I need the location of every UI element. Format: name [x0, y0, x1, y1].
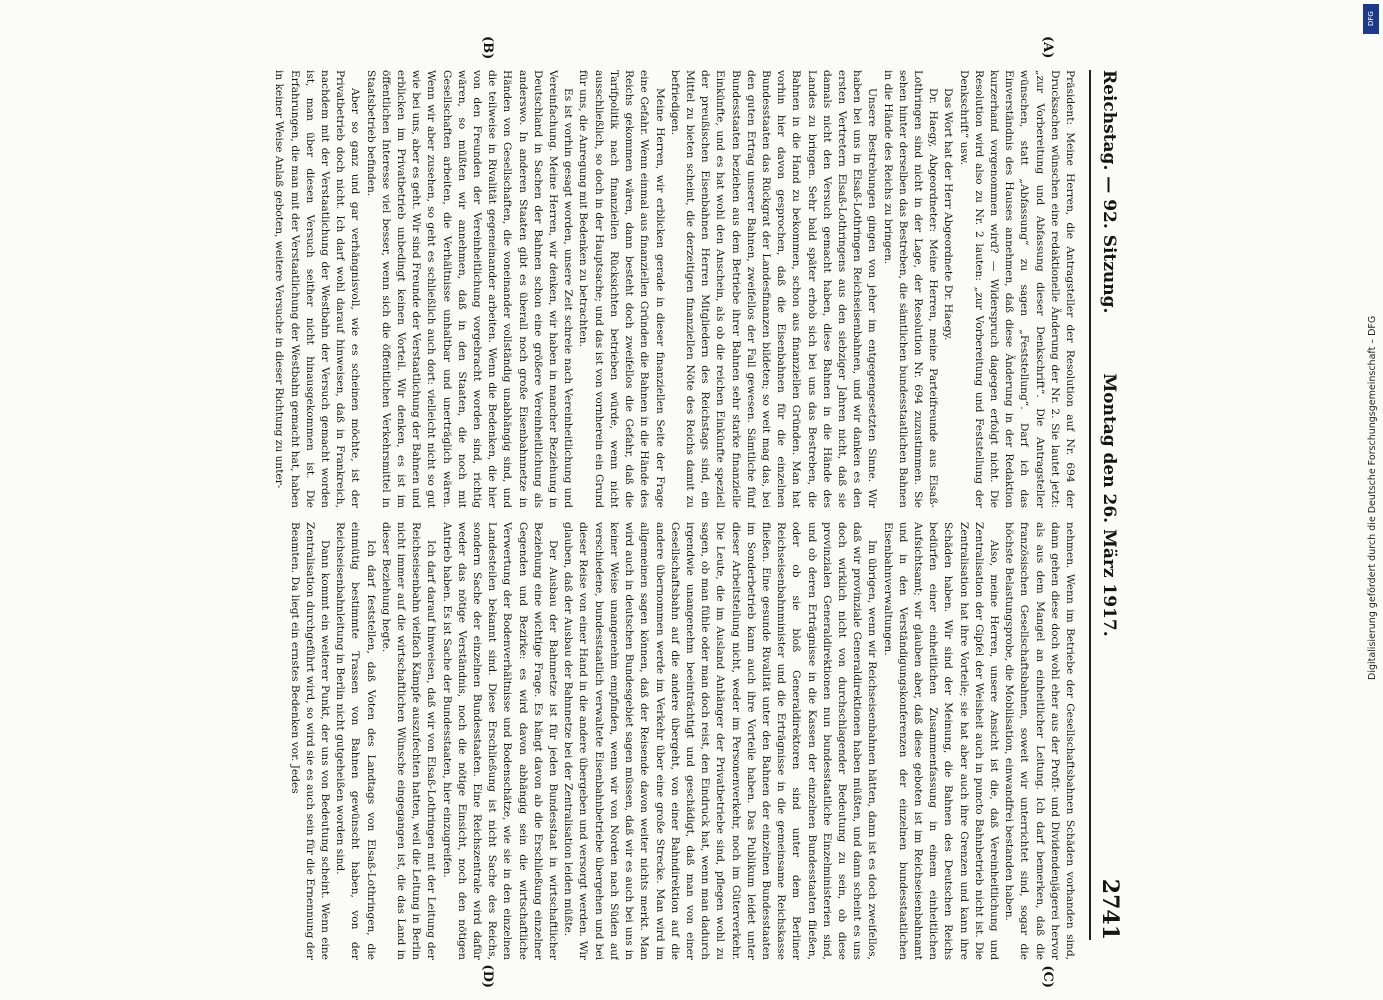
header-date: Montag den 26. März 1917. [1099, 373, 1119, 637]
paragraph: Das Wort hat der Herr Abgeordnete Dr. Haegy. [942, 88, 955, 341]
paragraph: Dann kommt ein weiterer Punkt, der uns von Bedeutung scheint. Wenn eine Zentralisation durchgeführt wird, so wird sie es auch sein für die Ernennung der Beamten. Da liegt ein ernstes Bedenken vor. Jedes [288, 522, 332, 960]
dfg-logo: DFG [1363, 4, 1379, 34]
right-column [0, 522, 1077, 960]
margin-mark-d: (D) [480, 964, 495, 988]
page-number: 2741 [1097, 878, 1123, 940]
left-column [0, 70, 1077, 508]
paragraph: Im übrigen, wenn wir Reichseisenbahnen hätten, dann ist es doch zweifellos, daß wir provinziale Generaldirektionen haben müßten, und dann scheint es uns doch wirklich nicht von durchschlagender Bedeutung zu sein, ob diese provinzialen Generaldirektionen nun bundesstaatliche Einzelministerien sind, und ob deren Erträgnisse in die Kassen der einzelnen Bundesstaaten fließen, oder ob sie bloß Generaldirektoren sind unter dem Berliner Reichseisenbahnminister und die Erträgnisse in die gemeinsame Reichskasse fließen. Eine gesunde Rivalität unter den Bahnen der einzelnen Bundesstaaten im Sonderbetrieb kann auch ihre Vorteile haben. Das Publikum leidet unter dieser Arbeitsteilung nicht, weder im Personenverkehr, noch im Güterverkehr. Die Leute, die im Ausland Anhänger der Privatbetriebe sind, pflegen wohl zu sagen, ob man fühle oder man doch reist, den Eindruck hat, wenn man dadurch irgendwie unangenehm beeinträchtigt und geschädigt, daß man von einer Gesellschaftsbahn auf die andere übergeht, von einer Bahndirektion auf die andere übernommen werde im Verkehr über eine große Strecke. Man wird im allgemeinen sagen können, daß der Reisende davon weiter nichts merkt. Man wird auch in deutschen Bundesgebiet sagen müssen, daß wir es auch bei uns in keiner Weise unangenehm empfinden, wenn wir von Norden nach Süden auf verschiedene, bundesstaatlich verwaltete Eisenbahnbetriebe übergehen und bei dieser Reise von einer Hand in die andere übergeben und versorgt werden. Wir glauben, daß der Ausbau der Bahnnetze bei der Zentralisation leiden müßte. [562, 522, 879, 960]
paragraph: Aber so ganz und gar verhängnisvoll, wie es scheinen möchte, ist der Privatbetrieb doch nicht. Ich darf wohl darauf hinweisen, daß in Frankreich, nachdem mit der Verstaatlichung der Westbahn der Versuch gemacht worden ist, man über diesen Versuch seither nicht hinausgekommen ist. Die Erfahrungen, die man mit der Verstaatlichung der Westbahn gemacht hat, haben in keiner Weise Anlaß geboten, weitere Versuche in dieser Richtung zu unter- [273, 70, 362, 508]
paragraph: Unsere Bestrebungen gingen von jeher im entgegengesetzten Sinne. Wir haben bei uns in Elsaß-Lothringen Reichseisenbahnen, und wir danken es den ersten Vertretern Elsaß-Lothringens aus den siebziger Jahren nicht, daß sie damals nicht den Versuch gemacht haben, diese Bahnen in die Hände des Landes zu bringen. Sehr bald später erhob sich bei uns das Bestreben, die Bahnen in die Hand zu bekommen, schon aus finanziellen Gründen. Man hat vorhin hier davon gesprochen, daß die Eisenbahnen für die einzelnen Bundesstaaten das Rückgrat der Landesfinanzen bildeten; so weit mag das, bei den guten Ertrag unserer Bahnen, zweifellos der Fall gewesen. Sämtliche fünf Bundesstaaten beziehen aus dem Betriebe ihrer Bahnen sehr starke finanzielle Einkünfte, und es hat wohl den Anschein, als ob die reichen Einkünfte speziell der preußischen Eisenbahnen Herren Mitgliedern des Reichstags sind, ein Mittel zu bieten scheint, die derzeitigen finanziellen Nöte des Reichs damit zu befriedigen. [668, 70, 879, 508]
paragraph: Ich darf feststellen, daß Voten des Landtags von Elsaß-Lothringen, die einmütig bestimmte Trassen von Bahnen gewünscht haben, von der Reichseisenbahnleitung in Berlin nicht gutgeheißen worden sind. [334, 522, 377, 960]
margin-mark-c: (C) [1040, 965, 1055, 988]
paragraph: Dr. Haegy, Abgeordneter: Meine Herren, meine Parteifreunde aus Elsaß-Lothringen sind nicht in der Lage, der Resolution Nr. 694 zuzustimmen. Sie sehen hinter derselben das Bestreben, die sämtlichen bundesstaatlichen Bahnen in die Hände des Reichs zu bringen. [881, 70, 940, 508]
paragraph: Meine Herren, wir erblicken gerade in dieser finanziellen Seite der Frage eine Gefahr. Wenn einmal aus finanziellen Gründen die Bahnen in die Hände des Reichs gekommen wären, dann besteht doch zweifellos die Gefahr, daß die Tarifpolitik nach finanziellen Rücksichten betrieben würde, wenn nicht ausschließlich, so doch in der Hauptsache; und das ist von vornherein ein Grund für uns, die Anregung mit Bedenken zu betrachten. [577, 70, 666, 508]
paragraph: Ich darf darauf hinweisen, daß wir von Elsaß-Lothringen mit der Leitung der Reichseisenbahn vielfach Kämpfe auszufechten hatten, weil die Leitung in Berlin nicht immer auf die wirtschaftlichen Wünsche eingegangen ist, die das Land in dieser Beziehung hegte. [379, 522, 438, 960]
margin-mark-b: (B) [480, 36, 495, 60]
paragraph: Also, meine Herren, unsere Ansicht ist die, daß Vereinheitlichung und Zentralisation der Gipfel der Weisheit auch in puncto Bahnbetrieb nicht ist. Die Zentralisation hat ihre Vorteile; sie hat aber auch ihre Grenzen und kann ihre Schäden haben. Wir sind der Meinung, die Bahnen des Deutschen Reichs bedürfen einer einheitlichen Zusammenfassung in einem einheitlichen Aufsichtsamt; wir glauben aber, daß diese geboten ist im Reichseisenbahnamt und in den Verständigungskonferenzen der einzelnen bundesstaatlichen Eisenbahnverwaltungen. [881, 522, 1000, 960]
header-left: Reichstag. — 92. Sitzung. [1099, 70, 1119, 314]
margin-mark-a: (A) [1040, 36, 1055, 59]
paragraph: Der Ausbau der Bahnnetze ist für jeden Bundesstaat in wirtschaftlicher Beziehung eine wichtige Frage. Es hängt davon ab die Erschließung einzelner Gegenden und Bezirke: es wird davon abhängig sein die wirtschaftliche Verwertung der Bodenverhältnisse und Bodenschätze, wie sie in den einzelnen Landesteilen bekannt sind. Diese Erschließung ist nicht Sache des Reichs, sondern Sache der einzelnen Bundesstaaten. Eine Reichszentrale wird dafür weder das nötige Verständnis, noch die nötige Einsicht, noch den nötigen Antrieb haben. Es ist Sache der Bundesstaaten, hier einzugreifen. [440, 522, 560, 960]
page-header [1089, 70, 1125, 940]
dfg-notice: Digitalisierung gefördert durch die Deutsche Forschungsgemeinschaft – DFG [1367, 315, 1378, 680]
paragraph: Es ist vorhin gesagt worden, unsere Zeit schreie nach Vereinheitlichung und Vereinfachung. Meine Herren, wir denken, wir haben in mancher Beziehung in Deutschland in Sachen der Bahnen schon eine größere Vereinheitlichung als anderswo. In anderen Staaten gibt es überall noch große Eisenbahnnetze in Händen von Gesellschaften, die voneinander vollständig unabhängig sind, und die teilweise in Rivalität gegeneinander arbeiten. Wenn die Bedenken, die hier von den Freunden der Vereinheitlichung vorgebracht worden sind, richtig wären, so müßten wir annehmen, daß in den Staaten, die noch mit Gesellschaften arbeiten, die Verhältnisse unhaltbar und unerträglich wären. Wenn wir aber zusehen, so geht es schließlich auch dort: vielleicht nicht so gut wie bei uns, aber es geht. Wir sind Freunde der Verstaatlichung der Bahnen und erblicken im Privatbetrieb unbedingt keinen Vorteil. Wir denken, es ist im öffentlichen Interesse viel besser, wenn sich die öffentlichen Verkehrsmittel in Staatsbetrieb befinden. [364, 70, 575, 508]
paragraph: Präsident: Meine Herren, die Antragsteller der Resolution auf Nr. 694 der Drucksachen wünschen eine redaktionelle Änderung der Nr. 2. Sie lautet jetzt: „zur Vorbereitung und Abfassung dieser Denkschrift“. Die Antragsteller wünschen, statt „Abfassung“ zu sagen „Feststellung“. Darf ich das Einverständnis des Hauses annehmen, daß diese Änderung in der Redaktion kurzerhand vorgenommen wird? — Widerspruch dagegen erfolgt nicht. Die Resolution wird also zu Nr. 2 lauten: „zur Vorbereitung und Feststellung der Denkschrift“ usw. [957, 70, 1076, 508]
paragraph: nehmen. Wenn im Betriebe der Gesellschaftsbahnen Schäden vorhanden sind, dann gehen diese doch wohl eher aus der Profit- und Dividendenjägerei hervor als aus dem Mangel an einheitlicher Leitung. Ich darf bemerken, daß die französischen Gesellschaftsbahnen, soweit wir unterrichtet sind, sogar die höchste Belastungsprobe, die Mobilisation, einwandfrei bestanden haben. [1003, 522, 1076, 960]
dfg-strip [1361, 0, 1383, 1000]
rotated-page [0, 30, 1145, 988]
